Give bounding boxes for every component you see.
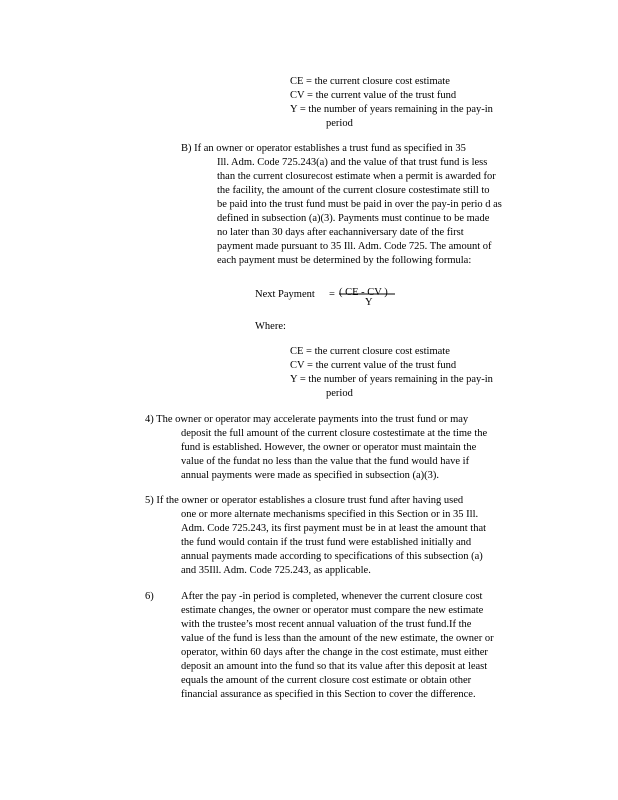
formula-equals: = [329, 289, 335, 300]
formula-denominator: Y [365, 297, 373, 308]
paragraph-4-line: fund is established. However, the owner or operator must maintain the [181, 442, 477, 453]
paragraph-b-line: defined in subsection (a)(3). Payments must continue to be made [217, 213, 490, 224]
formula-label: Next Payment [255, 289, 315, 300]
paragraph-5-line: Adm. Code 725.243, its first payment must be in at least the amount that [181, 523, 487, 534]
paragraph-6-line: operator, within 60 days after the change in the cost estimate, must either [181, 647, 488, 658]
paragraph-5-line: annual payments made according to specifications of this subsection (a) [181, 551, 483, 562]
paragraph-b-line: B) If an owner or operator establishes a trust fund as specified in 35 [181, 143, 466, 154]
paragraph-6-line: deposit an amount into the fund so that its value after this deposit at least [181, 661, 488, 672]
definition-cv: CV = the current value of the trust fund [290, 360, 457, 371]
definition-ce: CE = the current closure cost estimate [290, 76, 450, 87]
paragraph-4-line: value of the fundat no less than the value that the fund would have if [181, 456, 470, 467]
paragraph-b-line: payment made pursuant to 35 Ill. Adm. Code 725. The amount of [217, 241, 492, 252]
paragraph-5-line: and 35Ill. Adm. Code 725.243, as applicable. [181, 565, 371, 576]
paragraph-6-line: equals the amount of the current closure cost estimate or obtain other [181, 675, 472, 686]
definition-ce: CE = the current closure cost estimate [290, 346, 450, 357]
paragraph-5-line: the fund would contain if the trust fund were established initially and [181, 537, 472, 548]
paragraph-b-line: than the current closurecost estimate when a permit is awarded for [217, 171, 496, 182]
paragraph-6-line: value of the fund is less than the amount of the new estimate, the owner or [181, 633, 494, 644]
paragraph-6-line: with the trustee’s most recent annual valuation of the trust fund.If the [181, 619, 472, 630]
paragraph-b-line: no later than 30 days after eachanniversary date of the first [217, 227, 464, 238]
paragraph-5-line: 5) If the owner or operator establishes a closure trust fund after having used [145, 495, 464, 506]
paragraph-4-line: 4) The owner or operator may accelerate payments into the trust fund or may [145, 414, 469, 425]
paragraph-6-line: After the pay -in period is completed, whenever the current closure cost [181, 591, 483, 602]
formula-numerator: ( CE - CV ) [339, 287, 388, 298]
where-label: Where: [255, 321, 286, 332]
paragraph-4-line: annual payments were made as specified in subsection (a)(3). [181, 470, 440, 481]
paragraph-b-line: the facility, the amount of the current closure costestimate still to [217, 185, 490, 196]
definition-y-continuation: period [326, 388, 353, 399]
definition-cv: CV = the current value of the trust fund [290, 90, 457, 101]
definition-y: Y = the number of years remaining in the pay-in [290, 104, 493, 115]
paragraph-5-line: one or more alternate mechanisms specified in this Section or in 35 Ill. [181, 509, 479, 520]
paragraph-b-line: Ill. Adm. Code 725.243(a) and the value of that trust fund is less [217, 157, 488, 168]
paragraph-6-number: 6) [145, 591, 154, 602]
paragraph-6-line: financial assurance as specified in this Section to cover the difference. [181, 689, 476, 700]
definition-y-continuation: period [326, 118, 353, 129]
paragraph-4-line: deposit the full amount of the current closure costestimate at the time the [181, 428, 488, 439]
definition-y: Y = the number of years remaining in the pay-in [290, 374, 493, 385]
paragraph-b-line: each payment must be determined by the following formula: [217, 255, 472, 266]
paragraph-b-line: be paid into the trust fund must be paid in over the pay-in perio d as [217, 199, 502, 210]
paragraph-6-line: estimate changes, the owner or operator must compare the new estimate [181, 605, 484, 616]
formula-fraction [337, 283, 399, 307]
